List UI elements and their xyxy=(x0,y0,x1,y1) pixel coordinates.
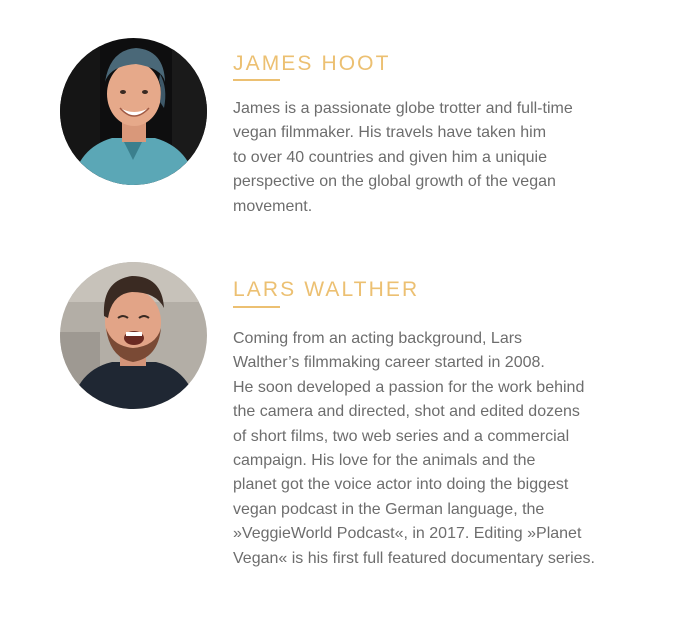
bio-line: perspective on the global growth of the vegan xyxy=(233,173,556,191)
avatar-lars-walther xyxy=(60,262,207,409)
bio-line: Walther’s filmmaking career started in 2008. xyxy=(233,354,545,372)
bio-line: Vegan« is his first full featured documentary series. xyxy=(233,549,595,567)
team-member-lars xyxy=(0,250,695,626)
portrait-image xyxy=(60,262,207,409)
member-name: LARS WALTHER xyxy=(233,278,420,301)
team-member-james xyxy=(0,0,695,250)
name-underline xyxy=(233,79,280,81)
bio-line: to over 40 countries and given him a uniquie xyxy=(233,148,547,166)
bio-line: vegan podcast in the German language, the xyxy=(233,500,545,518)
name-underline xyxy=(233,306,280,308)
bio-line: vegan filmmaker. His travels have taken him xyxy=(233,124,547,142)
bio-line: movement. xyxy=(233,197,313,215)
bio-line: the camera and directed, shot and edited dozens xyxy=(233,403,580,421)
member-name: JAMES HOOT xyxy=(233,52,391,75)
bio-line: planet got the voice actor into doing the biggest xyxy=(233,476,569,494)
bio-line: of short films, two web series and a commercial xyxy=(233,427,570,445)
member-bio xyxy=(233,327,643,571)
bio-line: campaign. His love for the animals and the xyxy=(233,452,536,470)
member-bio xyxy=(233,97,643,219)
bio-line: Coming from an acting background, Lars xyxy=(233,330,523,347)
bio-line: »VeggieWorld Podcast«, in 2017. Editing »Planet xyxy=(233,525,582,543)
bio-line: He soon developed a passion for the work behind xyxy=(233,378,585,396)
avatar-james-hoot xyxy=(60,38,207,185)
portrait-image xyxy=(60,38,207,185)
bio-line: James is a passionate globe trotter and full-time xyxy=(233,100,573,117)
